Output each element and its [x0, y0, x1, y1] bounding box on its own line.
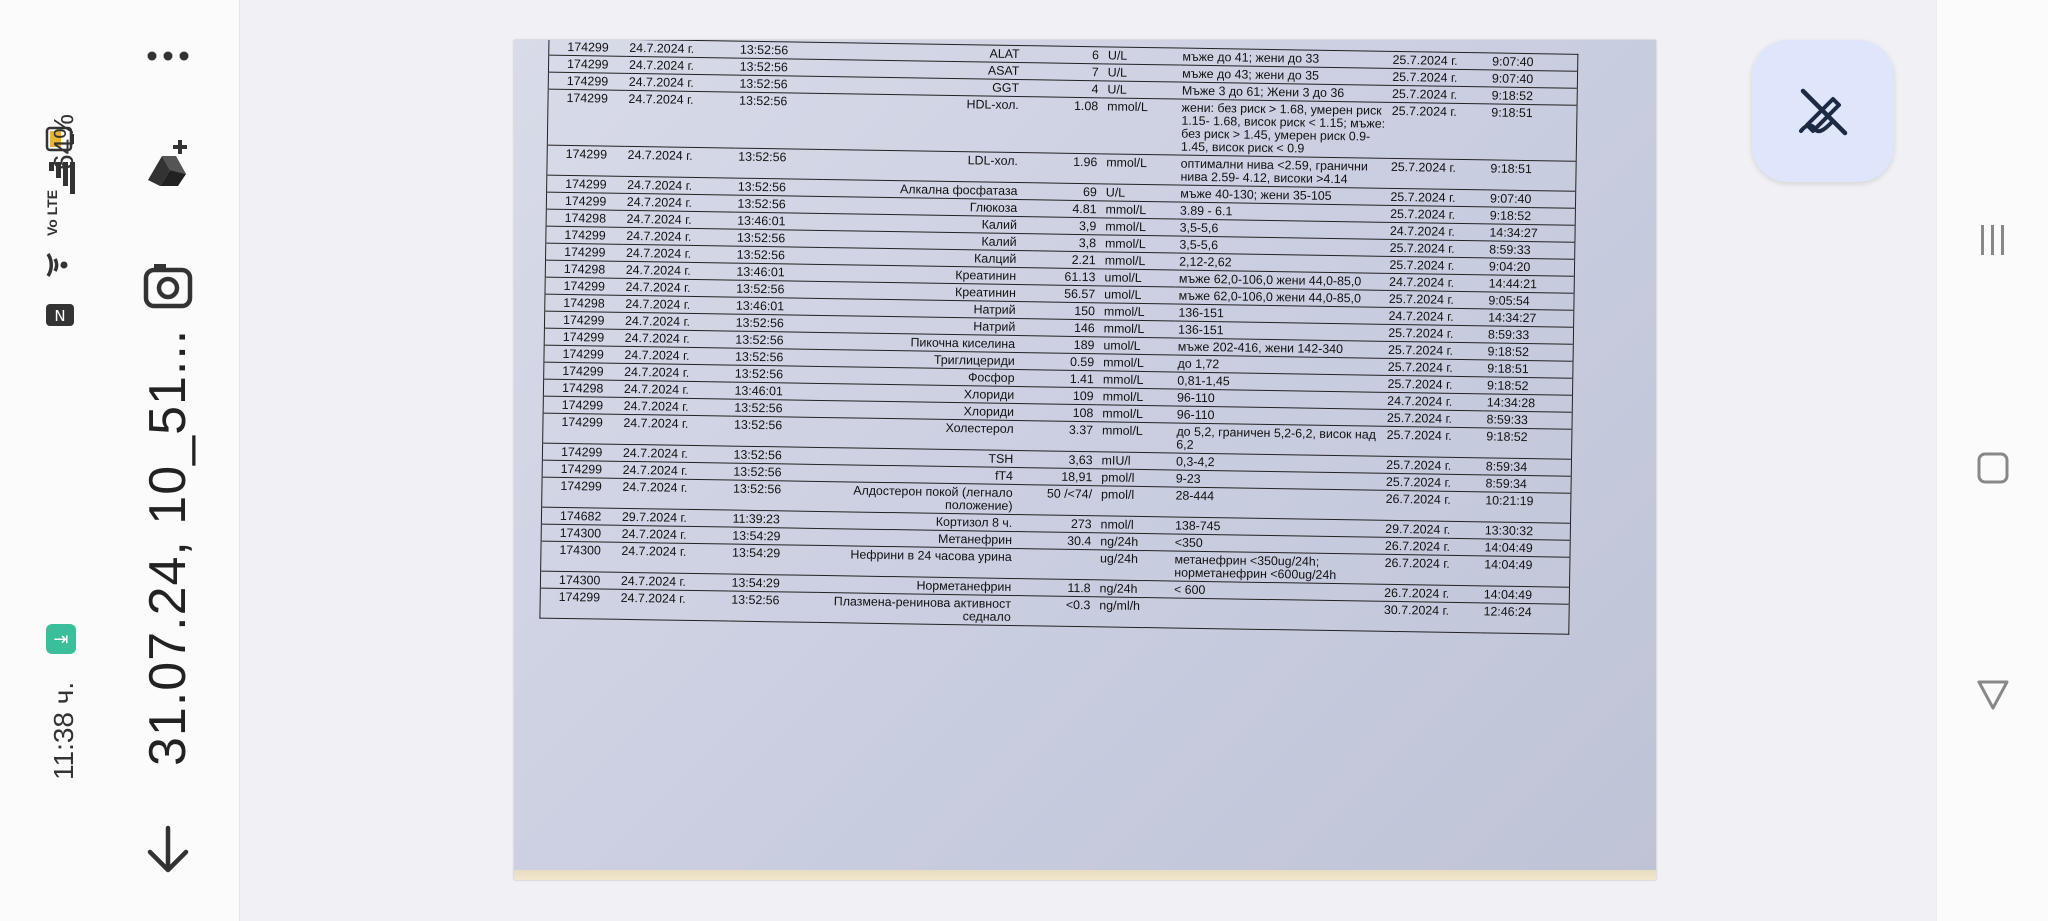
test-name: Алдостерон покой (легнало положение): [818, 481, 1029, 514]
test-name: Нефрини в 24 часова урина: [817, 545, 1028, 578]
test-name: Калий: [823, 213, 1033, 233]
test-value: 273: [1028, 515, 1095, 533]
result-date: 25.7.2024 г.: [1389, 85, 1489, 104]
test-value: 1.08: [1034, 97, 1101, 154]
sample-date: 24.7.2024 г.: [624, 193, 735, 212]
reference-range: 96-110: [1174, 406, 1384, 426]
test-name: fT4: [819, 464, 1029, 484]
result-time: 9:18:52: [1483, 428, 1572, 459]
sample-time: 11:39:23: [729, 510, 818, 528]
test-value: 109: [1030, 387, 1097, 405]
back-arrow-icon[interactable]: [140, 822, 196, 878]
test-value: 2.21: [1032, 251, 1099, 269]
test-name: Креатинин: [822, 281, 1032, 301]
sample-time: 13:54:29: [729, 544, 818, 575]
test-unit: pmol/l: [1095, 486, 1173, 517]
sample-id: 174298: [546, 209, 624, 227]
sample-time: 13:52:56: [736, 75, 825, 93]
test-name: Калий: [822, 230, 1032, 250]
reference-range: мъже до 43; жени до 35: [1179, 65, 1389, 85]
result-time: 9:07:40: [1489, 53, 1578, 71]
result-date: 25.7.2024 г.: [1385, 358, 1485, 377]
test-name: Алкална фосфатаза: [823, 179, 1033, 199]
result-date: 25.7.2024 г.: [1389, 51, 1489, 70]
sample-time: 13:46:01: [733, 263, 822, 281]
sample-id: 174299: [546, 243, 624, 261]
test-unit: mmol/L: [1100, 98, 1178, 155]
sample-time: 13:46:01: [734, 212, 823, 230]
result-date: 25.7.2024 г.: [1383, 473, 1483, 492]
test-unit: mmol/L: [1098, 303, 1176, 321]
result-date: 25.7.2024 г.: [1385, 341, 1485, 360]
sample-id: 174299: [542, 460, 620, 478]
reference-range: 136-151: [1175, 304, 1385, 324]
sample-time: 13:54:29: [729, 527, 818, 545]
result-time: 14:44:21: [1486, 275, 1575, 293]
reference-range: 0,81-1,45: [1174, 372, 1384, 392]
sample-id: 174682: [541, 507, 619, 525]
result-time: 14:04:49: [1481, 556, 1570, 587]
sample-date: 24.7.2024 г.: [623, 244, 734, 263]
sample-id: 174299: [548, 72, 626, 90]
result-date: 25.7.2024 г.: [1386, 290, 1486, 309]
sample-id: 174299: [547, 145, 625, 176]
result-time: 10:21:19: [1482, 492, 1571, 523]
home-icon[interactable]: [1975, 450, 2011, 486]
sample-time: 13:54:29: [728, 574, 817, 592]
sample-time: 13:46:01: [733, 297, 822, 315]
test-value: <0.3: [1027, 596, 1094, 627]
sample-time: 13:52:56: [730, 480, 819, 511]
test-value: 6: [1035, 46, 1102, 64]
reference-range: оптимални нива <2.59, гранични нива 2.59- 4.12, високи >4.14: [1177, 155, 1388, 188]
nfc-icon: [44, 300, 76, 330]
result-time: 8:59:33: [1485, 326, 1574, 344]
sample-id: 174300: [541, 524, 619, 542]
test-value: 61.13: [1032, 268, 1099, 286]
sample-id: 174299: [546, 226, 624, 244]
test-unit: umol/L: [1098, 269, 1176, 287]
sample-id: 174300: [540, 571, 618, 589]
test-value: 4.81: [1033, 200, 1100, 218]
sample-id: 174298: [545, 294, 623, 312]
sample-date: 24.7.2024 г.: [621, 346, 732, 365]
sample-date: 24.7.2024 г.: [625, 90, 737, 148]
sample-time: 13:52:56: [732, 348, 821, 366]
result-date: 26.7.2024 г.: [1382, 490, 1482, 522]
sample-time: 13:52:56: [732, 365, 821, 383]
sample-id: 174299: [546, 192, 624, 210]
sample-id: 174299: [547, 89, 625, 146]
reference-range: мъже до 41; жени до 33: [1179, 48, 1389, 68]
test-name: Метанефрин: [818, 528, 1028, 548]
test-unit: mmol/L: [1097, 371, 1175, 389]
volte-icon: Vo LTE: [44, 189, 60, 236]
reference-range: мъже 202-416, жени 142-340: [1175, 338, 1385, 358]
result-time: 14:04:49: [1481, 586, 1570, 604]
sample-id: 174299: [549, 40, 627, 56]
test-value: 3.37: [1029, 421, 1096, 452]
paper-edge: [514, 870, 1656, 880]
svg-text:N: N: [54, 307, 66, 325]
sample-date: 24.7.2024 г.: [622, 312, 733, 331]
reference-range: жени: без риск > 1.68, умерен риск 1.15- 1.68, висок риск < 1.15; мъже: без риск > 1.45, умерен риск 0.9- 1.45, висок риск < 0.9: [1178, 99, 1389, 158]
reference-range: 138-745: [1172, 517, 1382, 537]
reference-range: 3.89 - 6.1: [1177, 202, 1387, 222]
test-name: Натрий: [821, 298, 1031, 318]
result-time: 9:07:40: [1489, 70, 1578, 88]
sample-id: 174298: [543, 379, 621, 397]
wifi-icon: [44, 248, 76, 282]
test-name: Холестерол: [819, 417, 1030, 450]
test-unit: mmol/L: [1096, 405, 1174, 423]
result-date: 24.7.2024 г.: [1386, 273, 1486, 292]
test-name: TSH: [819, 447, 1029, 467]
result-time: 9:18:52: [1484, 377, 1573, 395]
result-date: 25.7.2024 г.: [1387, 205, 1487, 224]
result-date: 25.7.2024 г.: [1384, 375, 1484, 394]
test-value: 108: [1030, 404, 1097, 422]
test-value: 0.59: [1031, 353, 1098, 371]
reference-range: 3,5-5,6: [1177, 219, 1387, 239]
test-name: Триглицериди: [820, 349, 1030, 369]
reference-range: Мъже 3 до 61; Жени 3 до 36: [1179, 82, 1389, 102]
sample-date: 24.7.2024 г.: [626, 73, 737, 92]
test-value: 3,8: [1033, 234, 1100, 252]
test-value: 11.8: [1027, 579, 1094, 597]
test-unit: ug/24h: [1094, 550, 1172, 581]
reference-range: < 600: [1171, 581, 1381, 601]
test-value: 56.57: [1032, 285, 1099, 303]
test-name: Хлориди: [820, 400, 1030, 420]
sample-time: 13:52:56: [734, 195, 823, 213]
sample-id: 174299: [548, 55, 626, 73]
test-unit: mmol/L: [1096, 422, 1174, 453]
result-date: 25.7.2024 г.: [1383, 426, 1483, 458]
sample-time: 13:52:56: [732, 314, 821, 332]
test-value: 1.96: [1034, 153, 1101, 184]
sample-date: 24.7.2024 г.: [618, 572, 729, 591]
test-name: GGT: [825, 76, 1035, 96]
test-name: Фосфор: [820, 366, 1030, 386]
test-name: Натрий: [821, 315, 1031, 335]
reference-range: 3,5-5,6: [1176, 236, 1386, 256]
sample-id: 174299: [543, 413, 621, 444]
sample-date: 24.7.2024 г.: [622, 329, 733, 348]
test-name: HDL-хол.: [824, 93, 1035, 152]
test-name: ALAT: [825, 42, 1035, 62]
pen-off-icon: [1793, 81, 1853, 141]
sample-time: 13:52:56: [728, 591, 817, 622]
sample-id: 174299: [544, 345, 622, 363]
test-value: [1027, 549, 1094, 580]
test-unit: mIU/l: [1095, 452, 1173, 470]
sample-id: 174300: [541, 541, 619, 572]
test-value: 1.41: [1030, 370, 1097, 388]
result-time: 9:05:54: [1485, 292, 1574, 310]
test-unit: mmol/L: [1100, 154, 1178, 185]
sample-time: 13:52:56: [735, 148, 824, 179]
test-unit: mmol/L: [1099, 252, 1177, 270]
sample-date: 24.7.2024 г.: [623, 227, 734, 246]
edit-toggle-button[interactable]: [1752, 40, 1894, 182]
result-time: 9:18:52: [1487, 207, 1576, 225]
test-value: 3,63: [1029, 451, 1096, 469]
test-value: 150: [1031, 302, 1098, 320]
result-date: 25.7.2024 г.: [1387, 239, 1487, 258]
file-title: 31.07.24, 10_51...: [139, 328, 197, 766]
sample-id: 174299: [542, 477, 620, 508]
reference-range: 28-444: [1172, 487, 1383, 520]
sample-time: 13:52:56: [730, 446, 819, 464]
sample-date: 24.7.2024 г.: [626, 56, 737, 75]
sample-time: 13:52:56: [733, 280, 822, 298]
reference-range: до 5,2, граничен 5,2-6,2, висок над 6,2: [1173, 423, 1384, 456]
test-value: 7: [1035, 63, 1102, 81]
test-name: Глюкоза: [823, 196, 1033, 216]
result-date: 26.7.2024 г.: [1381, 584, 1481, 603]
test-unit: ng/24h: [1093, 580, 1171, 598]
test-name: Норметанефрин: [817, 575, 1027, 595]
test-unit: U/L: [1101, 81, 1179, 99]
sample-date: 24.7.2024 г.: [621, 397, 732, 416]
sample-time: 13:52:56: [732, 331, 821, 349]
sample-date: 24.7.2024 г.: [619, 525, 730, 544]
result-date: 25.7.2024 г.: [1388, 158, 1488, 190]
result-date: 24.7.2024 г.: [1384, 392, 1484, 411]
recents-icon[interactable]: [1977, 222, 2009, 258]
sample-id: 174299: [544, 328, 622, 346]
lab-results-sheet: [536, 40, 1619, 874]
result-time: 8:59:34: [1483, 458, 1572, 476]
sample-date: 24.7.2024 г.: [619, 478, 730, 510]
sample-id: 174299: [544, 362, 622, 380]
result-date: 25.7.2024 г.: [1388, 102, 1488, 160]
battery-percent: 64%: [48, 113, 79, 170]
result-time: 8:59:34: [1482, 475, 1571, 493]
test-name: Хлориди: [820, 383, 1030, 403]
sample-time: 13:52:56: [731, 399, 820, 417]
sample-time: 13:52:56: [734, 229, 823, 247]
sample-id: 174299: [544, 311, 622, 329]
test-unit: mmol/L: [1099, 201, 1177, 219]
result-date: 25.7.2024 г.: [1389, 68, 1489, 87]
reference-range: до 1,72: [1174, 355, 1384, 375]
sample-date: 24.7.2024 г.: [624, 176, 735, 195]
result-date: 26.7.2024 г.: [1382, 537, 1482, 556]
test-value: 18,91: [1029, 468, 1096, 486]
reference-range: мъже 62,0-106,0 жени 44,0-85,0: [1176, 270, 1386, 290]
status-time: 11:38 ч.: [48, 681, 79, 780]
reference-range: 2,12-2,62: [1176, 253, 1386, 273]
sample-time: 13:52:56: [734, 246, 823, 264]
test-unit: ng/ml/h: [1093, 597, 1171, 628]
document-photo: [514, 40, 1656, 880]
result-date: 24.7.2024 г.: [1385, 307, 1485, 326]
sample-date: 24.7.2024 г.: [620, 414, 731, 446]
reference-range: 9-23: [1173, 470, 1383, 490]
sample-date: 24.7.2024 г.: [622, 278, 733, 297]
test-name: LDL-хол.: [823, 149, 1034, 182]
sample-id: 174299: [542, 443, 620, 461]
test-unit: umol/L: [1098, 286, 1176, 304]
result-date: 29.7.2024 г.: [1382, 520, 1482, 539]
sample-date: 24.7.2024 г.: [624, 146, 735, 178]
sample-date: 24.7.2024 г.: [623, 261, 734, 280]
lens-icon[interactable]: [140, 258, 196, 314]
sample-date: 24.7.2024 г.: [621, 380, 732, 399]
result-time: 9:18:51: [1484, 360, 1573, 378]
result-date: 30.7.2024 г.: [1381, 601, 1481, 633]
sample-time: 13:52:56: [737, 58, 826, 76]
test-value: 30.4: [1028, 532, 1095, 550]
app-notification-icon: ⇥: [46, 624, 76, 654]
result-date: 26.7.2024 г.: [1381, 554, 1481, 586]
sample-time: 13:52:56: [731, 416, 820, 447]
sample-time: 13:46:01: [731, 382, 820, 400]
left-toolbar: [0, 0, 240, 921]
test-unit: pmol/l: [1095, 469, 1173, 487]
result-time: 14:34:28: [1484, 394, 1573, 412]
result-date: 24.7.2024 г.: [1387, 222, 1487, 241]
sample-id: 174299: [543, 396, 621, 414]
result-time: 12:46:24: [1480, 603, 1569, 634]
test-unit: U/L: [1102, 64, 1180, 82]
result-time: 9:18:52: [1484, 343, 1573, 361]
sample-date: 24.7.2024 г.: [620, 444, 731, 463]
result-date: 25.7.2024 г.: [1385, 324, 1485, 343]
test-unit: mmol/L: [1099, 235, 1177, 253]
test-unit: mmol/L: [1098, 320, 1176, 338]
reference-range: мъже 62,0-106,0 жени 44,0-85,0: [1176, 287, 1386, 307]
lab-results-table: [539, 40, 1578, 635]
result-time: 14:34:27: [1486, 224, 1575, 242]
sample-date: 24.7.2024 г.: [622, 295, 733, 314]
sample-date: 24.7.2024 г.: [621, 363, 732, 382]
sample-time: 13:52:56: [730, 463, 819, 481]
result-time: 8:59:33: [1486, 241, 1575, 259]
test-value: 189: [1031, 336, 1098, 354]
sample-date: 24.7.2024 г.: [620, 461, 731, 480]
result-time: 9:18:51: [1487, 160, 1576, 191]
sample-date: 24.7.2024 г.: [626, 40, 737, 58]
reference-range: мъже 40-130; жени 35-105: [1177, 185, 1387, 205]
reference-range: 96-110: [1174, 389, 1384, 409]
result-date: 25.7.2024 г.: [1383, 456, 1483, 475]
test-value: 50 /<74/: [1028, 485, 1095, 516]
test-name: Пикочна киселина: [821, 332, 1031, 352]
result-time: 8:59:33: [1483, 411, 1572, 429]
sample-id: 174298: [545, 260, 623, 278]
test-unit: nmol/l: [1094, 516, 1172, 534]
sample-date: 24.7.2024 г.: [623, 210, 734, 229]
test-name: Креатинин: [822, 264, 1032, 284]
test-name: Калций: [822, 247, 1032, 267]
result-time: 13:30:32: [1482, 522, 1571, 540]
sample-id: 174299: [540, 588, 618, 619]
sample-date: 29.7.2024 г.: [619, 508, 730, 527]
test-unit: U/L: [1102, 47, 1180, 65]
result-date: 25.7.2024 г.: [1387, 188, 1487, 207]
test-value: 3,9: [1033, 217, 1100, 235]
sample-time: 13:52:56: [735, 178, 824, 196]
sample-id: 174299: [547, 175, 625, 193]
reference-range: 136-151: [1175, 321, 1385, 341]
result-time: 14:34:27: [1485, 309, 1574, 327]
test-name: ASAT: [825, 59, 1035, 79]
test-unit: mmol/L: [1096, 388, 1174, 406]
drive-add-icon[interactable]: [140, 136, 196, 192]
test-unit: ng/24h: [1094, 533, 1172, 551]
sample-time: 13:52:56: [735, 92, 824, 149]
reference-range: 0,3-4,2: [1173, 453, 1383, 473]
reference-range: [1170, 598, 1381, 631]
test-value: 4: [1035, 80, 1102, 98]
sample-date: 24.7.2024 г.: [618, 542, 729, 574]
result-time: 9:07:40: [1487, 190, 1576, 208]
test-unit: mmol/L: [1099, 218, 1177, 236]
result-date: 25.7.2024 г.: [1386, 256, 1486, 275]
result-time: 14:04:49: [1481, 539, 1570, 557]
sample-time: 13:52:56: [737, 41, 826, 59]
sample-id: 174299: [545, 277, 623, 295]
test-unit: umol/L: [1097, 337, 1175, 355]
result-date: 25.7.2024 г.: [1384, 409, 1484, 428]
test-value: 146: [1031, 319, 1098, 337]
test-name: Плазмена-ренинова активност седнало: [816, 592, 1027, 625]
reference-range: метанефрин <350ug/24h; норметанефрин <600ug/24h: [1171, 551, 1382, 584]
result-time: 9:04:20: [1486, 258, 1575, 276]
back-triangle-icon[interactable]: [1975, 676, 2011, 714]
result-time: 9:18:52: [1489, 87, 1578, 105]
more-options-icon[interactable]: [140, 28, 196, 84]
sample-date: 24.7.2024 г.: [617, 589, 728, 621]
test-name: Кортизол 8 ч.: [818, 511, 1028, 531]
test-unit: U/L: [1100, 184, 1178, 202]
result-time: 9:18:51: [1488, 104, 1577, 161]
reference-range: <350: [1172, 534, 1382, 554]
system-nav-bar: [1936, 0, 2048, 921]
test-unit: mmol/L: [1097, 354, 1175, 372]
test-value: 69: [1033, 183, 1100, 201]
